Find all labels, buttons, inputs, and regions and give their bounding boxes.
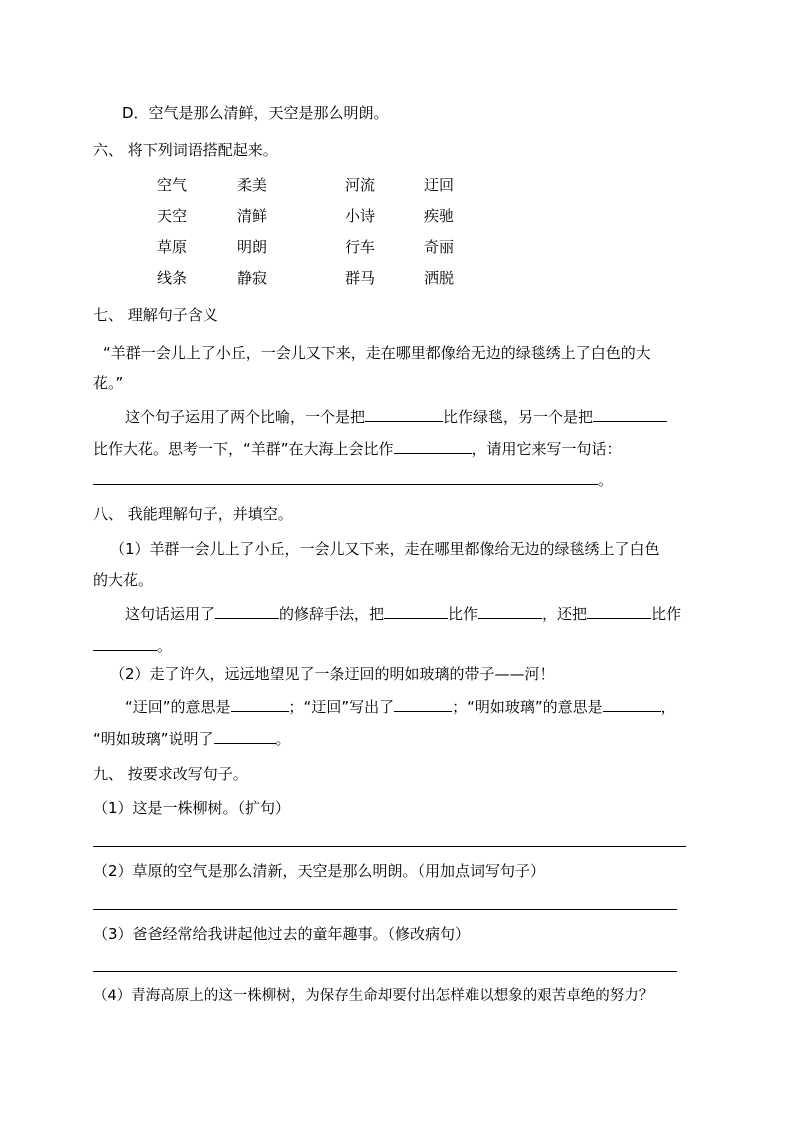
word-cell: 静寂 — [237, 269, 268, 287]
text: 比作 — [651, 605, 682, 623]
answer-blank[interactable] — [384, 602, 448, 619]
answer-blank[interactable] — [478, 602, 542, 619]
answer-line[interactable] — [93, 971, 677, 972]
word-cell: 天空 — [157, 207, 188, 225]
q7-quote-line2: 花。” — [93, 374, 124, 392]
word-cell: 行车 — [345, 238, 376, 256]
text: 这个句子运用了两个比喻，一个是把 — [125, 408, 366, 426]
answer-blank[interactable] — [394, 437, 472, 454]
answer-blank[interactable] — [593, 405, 667, 422]
word-cell: 奇丽 — [424, 238, 455, 256]
word-cell: 空气 — [157, 176, 188, 194]
q7-fill-line1 — [125, 405, 667, 427]
q8-fill-line3 — [125, 695, 676, 717]
text: ；“迂回”写出了 — [288, 698, 395, 716]
q9-item2: （2）草原的空气是那么清新，天空是那么明朗。（用加点词写句子） — [93, 862, 546, 880]
answer-blank[interactable] — [231, 695, 289, 712]
text: “明如玻璃”说明了 — [93, 730, 214, 748]
answer-line[interactable] — [93, 468, 598, 485]
q8-title: 八、 我能理解句子，并填空。 — [93, 505, 293, 523]
text: 。 — [275, 730, 291, 748]
word-cell: 迂回 — [424, 176, 455, 194]
word-cell: 清鲜 — [237, 207, 268, 225]
q8-sentence1-line2: 的大花。 — [93, 571, 154, 589]
word-cell: 小诗 — [345, 207, 376, 225]
text: ，还把 — [542, 605, 588, 623]
word-cell: 草原 — [157, 238, 188, 256]
q7-write-line — [93, 468, 613, 490]
q7-fill-line2 — [93, 437, 622, 459]
word-cell: 柔美 — [237, 176, 268, 194]
q8-sentence1-line1: （1）羊群一会儿上了小丘，一会儿又下来，走在哪里都像给无边的绿毯绣上了白色 — [110, 540, 660, 558]
answer-line[interactable] — [93, 909, 677, 910]
q9-item3: （3）爸爸经常给我讲起他过去的童年趣事。（修改病句） — [93, 925, 471, 943]
q8-fill-line4 — [93, 727, 291, 749]
option-d: D．空气是那么清鲜，天空是那么明朗。 — [122, 104, 389, 122]
text: “迂回”的意思是 — [125, 698, 231, 716]
answer-line[interactable] — [93, 846, 686, 847]
word-cell: 线条 — [157, 269, 188, 287]
text: 比作大花。思考一下，“羊群”在大海上会比作 — [93, 440, 394, 458]
answer-blank[interactable] — [365, 405, 443, 422]
text: 比作绿毯，另一个是把 — [443, 408, 594, 426]
q7-quote-line1: “羊群一会儿上了小丘，一会儿又下来，走在哪里都像给无边的绿毯绣上了白色的大 — [103, 344, 651, 362]
q9-item4: （4）青海高原上的这一株柳树，为保存生命却要付出怎样难以想象的艰苦卓绝的努力？ — [93, 988, 654, 1004]
word-cell: 洒脱 — [424, 269, 455, 287]
text: 的修辞手法，把 — [279, 605, 385, 623]
q8-sentence2: （2）走了许久，远远地望见了一条迂回的明如玻璃的带子——河！ — [110, 665, 555, 683]
q8-fill-line1 — [125, 602, 681, 624]
q8-fill-line2 — [93, 634, 172, 656]
word-cell: 疾驰 — [424, 207, 455, 225]
answer-blank[interactable] — [603, 695, 661, 712]
answer-blank[interactable] — [587, 602, 651, 619]
word-cell: 群马 — [345, 269, 376, 287]
q6-title: 六、 将下列词语搭配起来。 — [93, 141, 278, 159]
word-cell: 河流 — [345, 176, 376, 194]
text: ， — [660, 698, 676, 716]
word-cell: 明朗 — [237, 238, 268, 256]
q9-item1: （1）这是一株柳树。（扩句） — [93, 799, 291, 817]
text: ；“明如玻璃”的意思是 — [452, 698, 603, 716]
text: 这句话运用了 — [125, 605, 216, 623]
text: 。 — [598, 471, 614, 489]
q9-title: 九、 按要求改写句子。 — [93, 765, 248, 783]
text: 比作 — [448, 605, 479, 623]
text: 。 — [157, 637, 173, 655]
q7-title: 七、 理解句子含义 — [93, 306, 218, 324]
answer-blank[interactable] — [93, 634, 157, 651]
answer-blank[interactable] — [214, 727, 276, 744]
answer-blank[interactable] — [394, 695, 452, 712]
answer-blank[interactable] — [215, 602, 279, 619]
text: ，请用它来写一句话： — [471, 440, 622, 458]
